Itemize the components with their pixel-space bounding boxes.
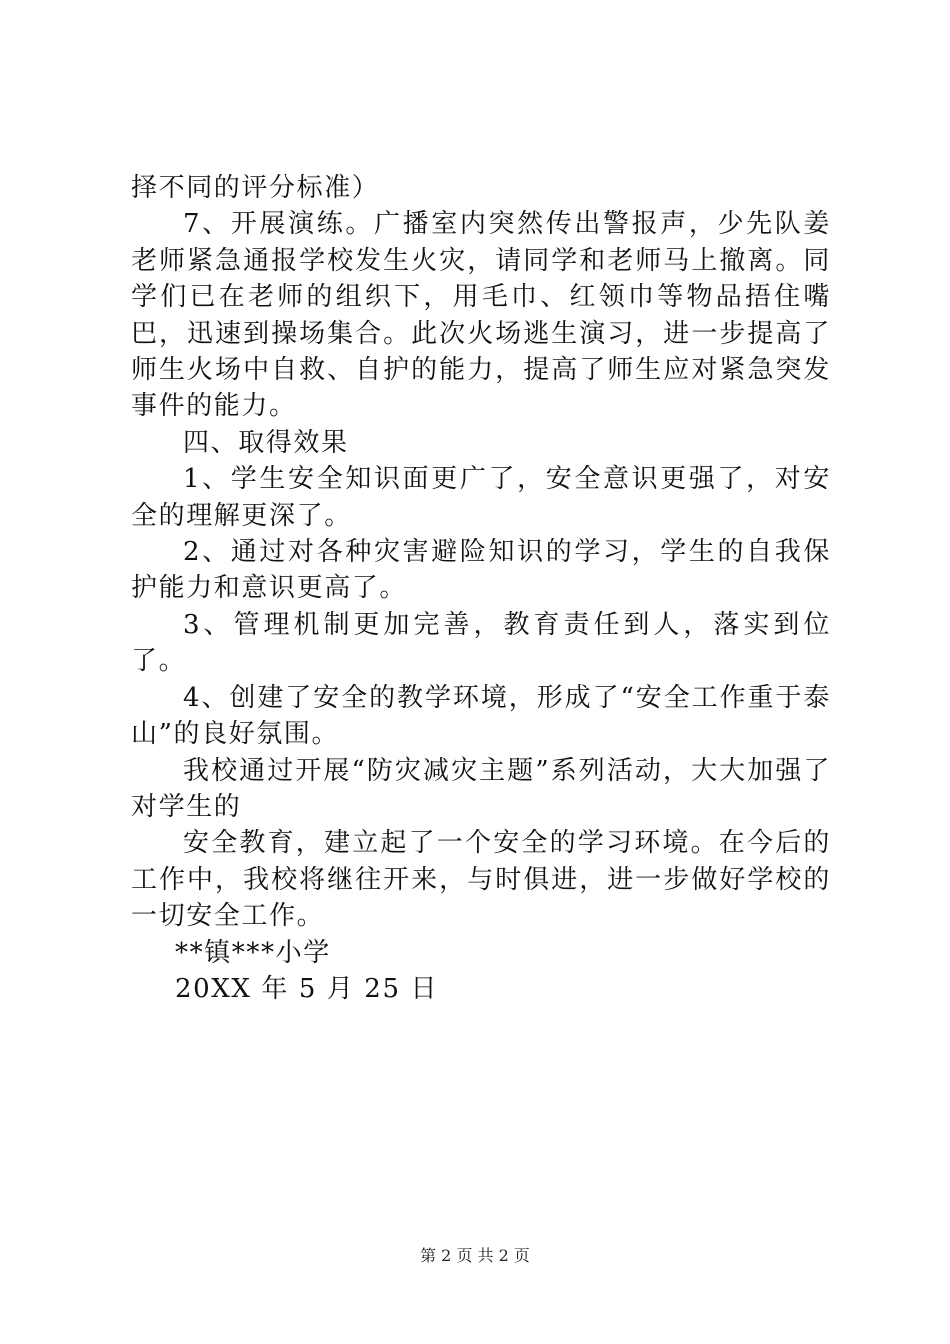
paragraph-result-2: 2、通过对各种灾害避险知识的学习，学生的自我保护能力和意识更高了。 [131,537,831,604]
signature-date: 20XX 年 5 月 25 日 [175,973,439,1004]
paragraph-item-7: 7、开展演练。广播室内突然传出警报声，少先队姜老师紧急通报学校发生火灾，请同学和老师马上撤离。同学们已在老师的组织下，用毛巾、红领巾等物品捂住嘴巴，迅速到操场集合。此次火场逃生演习，进一步提高了师生火场中自救、自护的能力，提高了师生应对紧急突发事件的能力。 [131,209,831,422]
paragraph-result-4: 4、创建了安全的教学环境，形成了“安全工作重于泰山”的良好氛围。 [131,682,831,750]
paragraph-continuation: 择不同的评分标准） [131,173,380,203]
section-heading-results: 四、取得效果 [183,427,349,458]
paragraph-conclusion-part-1: 我校通过开展“防灾减灾主题”系列活动，大大加强了对学生的 [131,755,832,822]
paragraph-result-3: 3、管理机制更加完善，教育责任到人，落实到位了。 [131,609,831,677]
paragraph-conclusion-part-2: 安全教育，建立起了一个安全的学习环境。在今后的工作中，我校将继往开来，与时俱进，进一步做好学校的一切安全工作。 [131,828,831,932]
paragraph-result-1: 1、学生安全知识面更广了，安全意识更强了，对安全的理解更深了。 [131,464,831,531]
document-body [131,170,831,1007]
page-footer: 第 2 页 共 2 页 [420,1246,530,1265]
signature-school: **镇***小学 [175,937,331,968]
